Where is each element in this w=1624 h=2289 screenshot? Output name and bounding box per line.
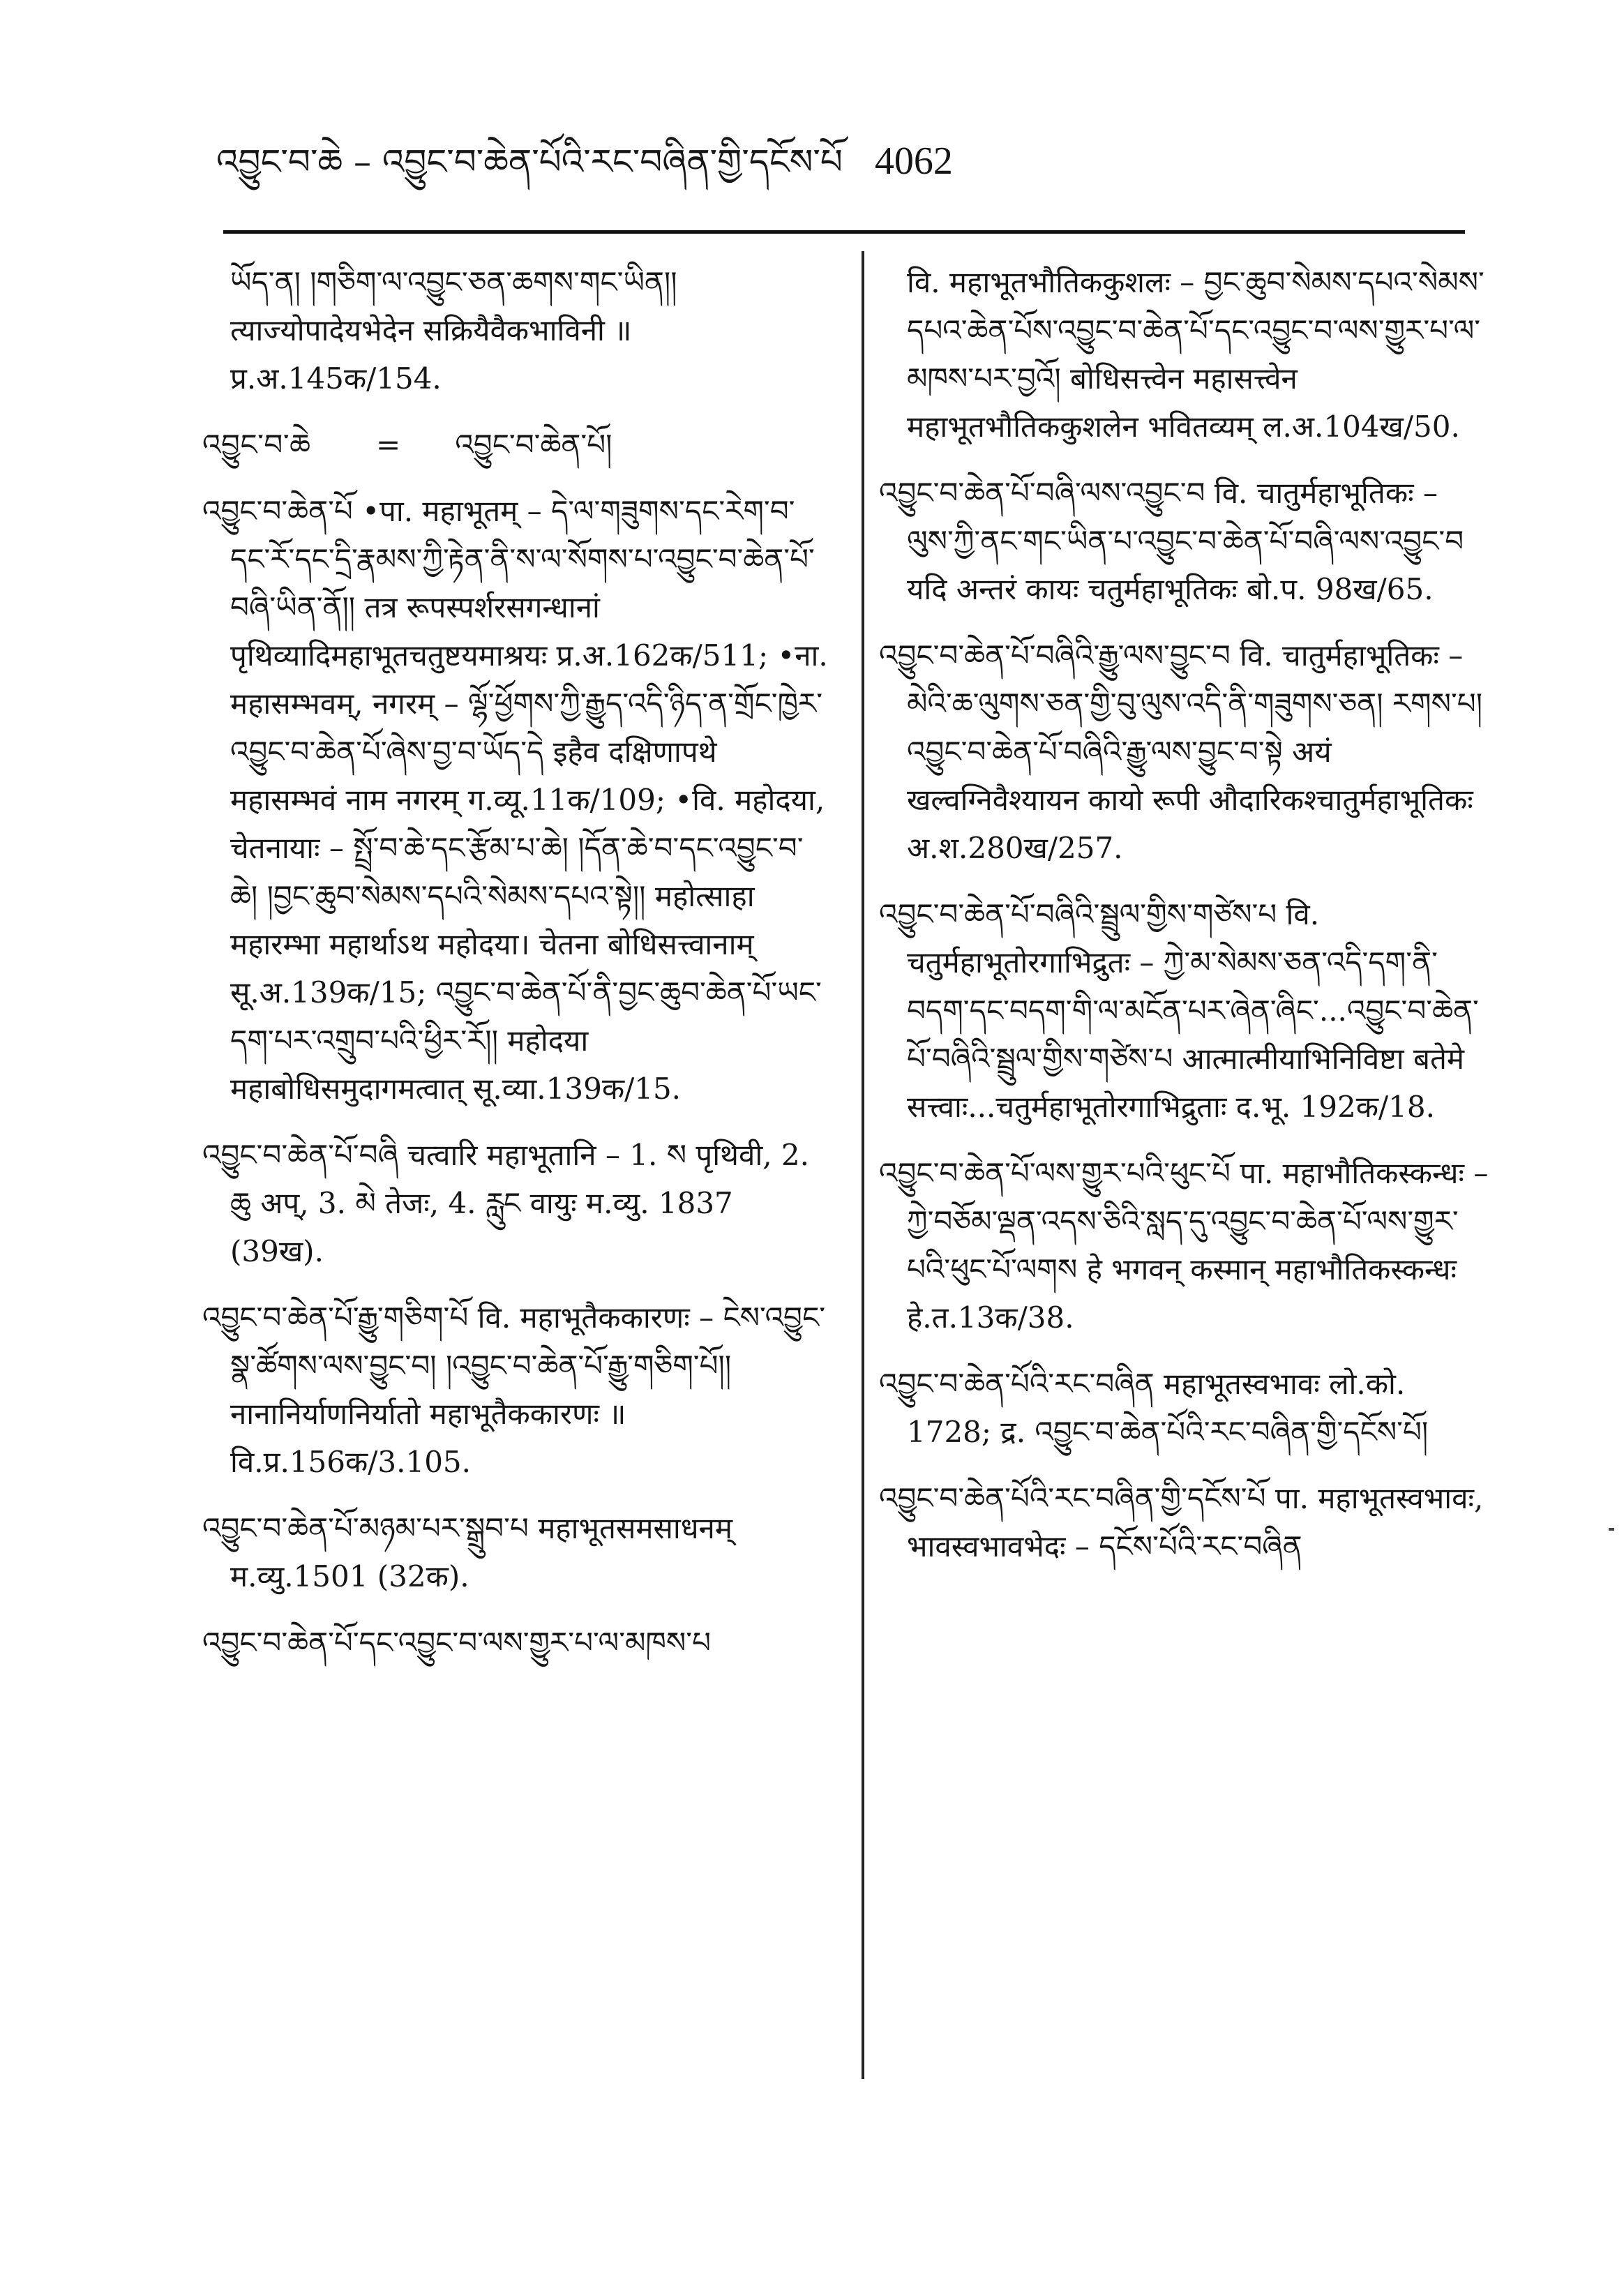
page-number: 4062 (874, 140, 953, 183)
column-divider (862, 251, 864, 2079)
dictionary-entry: འབྱུང་བ་ཆེན་པོའི་རང་བཞིན་གྱི་དངོས་པོ पा. महाभूतस्वभावः, भावस्वभावभेदः – དངོས་པོའི་རང་བཞིན (879, 1481, 1484, 1563)
dictionary-entry: འབྱུང་བ་ཆེན་པོ་བཞི चत्वारि महाभूतानि – 1. ས पृथिवी, 2. ཆུ अप्, 3. མེ तेजः, 4. རླུང वायुः म.व्यु. 1837 (39ख). (202, 1138, 809, 1268)
header-title: འབྱུང་བ་ཆེ – འབྱུང་བ་ཆེན་པོའི་རང་བཞིན་གྱི་དངོས་པོ (216, 142, 843, 182)
right-column (879, 258, 1493, 1589)
header-rule (223, 230, 1465, 234)
left-column (202, 258, 830, 1685)
dictionary-entry: འབྱུང་བ་ཆེན་པོ་བཞིའི་རྒྱུ་ལས་བྱུང་བ वि. चातुर्महाभूतिकः – མེའི་ཆ་ལུགས་ཅན་གྱི་བུ་ལུས་འདི་ནི་གཟུགས་ཅན། རགས་པ། འབྱུང་བ་ཆེན་པོ་བཞིའི་རྒྱུ་ལས་བྱུང་བ་སྟེ अयं खल्वग्निवैश्यायन कायो रूपी औदारिकश्चातुर्महाभूतिकः अ.श.280ख/257. (879, 638, 1483, 865)
dictionary-entry: འབྱུང་བ་ཆེན་པོ་བཞི་ལས་འབྱུང་བ वि. चातुर्महाभूतिकः – ལུས་ཀྱི་ནང་གང་ཡིན་པ་འབྱུང་བ་ཆེན་པོ་བཞི་ལས་འབྱུང་བ यदि अन्तरं कायः चतुर्महाभूतिकः बो.प. 98ख/65. (879, 476, 1464, 606)
dictionary-entry: འབྱུང་བ་ཆེན་པོ་ལས་གྱུར་པའི་ཕུང་པོ पा. महाभौतिकस्कन्धः – ཀྱེ་བཅོམ་ལྡན་འདས་ཅིའི་སླད་དུ་འབྱུང་བ་ཆེན་པོ་ལས་གྱུར་པའི་ཕུང་པོ་ལགས हे भगवन् कस्मान् महाभौतिकस्कन्धः हे.त.13क/38. (879, 1156, 1489, 1335)
dictionary-entry: འབྱུང་བ་ཆེན་པོ་རྒྱུ་གཅིག་པོ वि. महाभूतैककारणः – ངེས་འབྱུང་སྣ་ཚོགས་ལས་བྱུང་བ། །འབྱུང་བ་ཆེན་པོ་རྒྱུ་གཅིག་པོ།། नानानिर्याणनिर्यातो महाभूतैककारणः ॥ वि.प्र.156क/3.105. (202, 1300, 826, 1479)
edge-mark (1609, 1528, 1614, 1531)
dictionary-entry: འབྱུང་བ་ཆེན་པོ •पा. महाभूतम् – དེ་ལ་གཟུགས་དང་རེག་བ་དང་རོ་དང་དྲི་རྣམས་ཀྱི་རྟེན་ནི་ས་ལ་སོགས་པ་འབྱུང་བ་ཆེན་པོ་བཞི་ཡིན་ནོ།། तत्र रूपस्पर्शरसगन्धानां पृथिव्यादिमहाभूतचतुष्टयमाश्रयः प्र.अ.162क/511; •ना. महासम्भवम्, नगरम् – ལྷོ་ཕྱོགས་ཀྱི་རྒྱུད་འདི་ཉིད་ན་གྲོང་ཁྱེར་འབྱུང་བ་ཆེན་པོ་ཞེས་བྱ་བ་ཡོད་དེ इहैव दक्षिणापथे महासम्भवं नाम नगरम् ग.व्यू.11क/109; •वि. महोदया, चेतनायाः – སྤྲོ་བ་ཆེ་དང་རྩོམ་པ་ཆེ། །དོན་ཆེ་བ་དང་འབྱུང་བ་ཆེ། །བྱང་ཆུབ་སེམས་དཔའི་སེམས་དཔའ་སྟེ།། महोत्साहा महारम्भा महार्थाऽथ महोदया। चेतना बोधिसत्त्वानाम् सू.अ.139क/15; འབྱུང་བ་ཆེན་པོ་ནི་བྱང་ཆུབ་ཆེན་པོ་ཡང་དག་པར་འགྲུབ་པའི་ཕྱིར་རོ།། महोदया महाबोधिसमुदागमत्वात् सू.व्या.139क/15. (202, 494, 828, 1106)
entry-continuation: वि. महाभूतभौतिककुशलः – བྱང་ཆུབ་སེམས་དཔའ་སེམས་དཔའ་ཆེན་པོས་འབྱུང་བ་ཆེན་པོ་དང་འབྱུང་བ་ལས་གྱུར་པ་ལ་མཁས་པར་བྱའོ། बोधिसत्त्वेन महासत्त्वेन महाभूतभौतिककुशलेन भवितव्यम् ल.अ.104ख/50. (907, 265, 1484, 444)
cross-reference-entry: འབྱུང་བ་ཆེ = འབྱུང་བ་ཆེན་པོ། (202, 428, 612, 462)
dictionary-entry: འབྱུང་བ་ཆེན་པོ་དང་འབྱུང་བ་ལས་གྱུར་པ་ལ་མཁས་པ (202, 1626, 711, 1660)
entry-continuation: ཡོད་ན། །གཅིག་ལ་འབྱུང་ཅན་ཆགས་གང་ཡིན།། त्याज्योपादेयभेदेन सक्रियैवैकभाविनी ॥ प्र.अ.145क/154. (230, 265, 677, 396)
dictionary-entry: འབྱུང་བ་ཆེན་པོ་མཉམ་པར་སྒྲུབ་པ महाभूतसमसाधनम् म.व्यु.1501 (32क). (202, 1511, 732, 1593)
dictionary-entry: འབྱུང་བ་ཆེན་པོ་བཞིའི་སྦྲུལ་གྱིས་གཙེས་པ वि. चतुर्महाभूतोरगाभिद्रुतः – ཀྱེ་མ་སེམས་ཅན་འདི་དག་ནི་བདག་དང་བདག་གི་ལ་མངོན་པར་ཞེན་ཞིང་...འབྱུང་བ་ཆེན་པོ་བཞིའི་སྦྲུལ་གྱིས་གཙེས་པ आत्मात्मीयाभिनिविष्टा बतेमे सत्त्वाः...चतुर्महाभूतोरगाभिद्रुताः द.भू. 192क/18. (879, 897, 1479, 1124)
reference-target: འབྱུང་བ་ཆེན་པོ། (455, 428, 612, 462)
headword: འབྱུང་བ་ཆེ (202, 428, 311, 462)
running-header (216, 136, 953, 187)
dictionary-entry: འབྱུང་བ་ཆེན་པོའི་རང་བཞིན महाभूतस्वभावः लो.को. 1728; द्र. འབྱུང་བ་ཆེན་པོའི་རང་བཞིན་གྱི་དངོས་པོ། (879, 1367, 1429, 1449)
